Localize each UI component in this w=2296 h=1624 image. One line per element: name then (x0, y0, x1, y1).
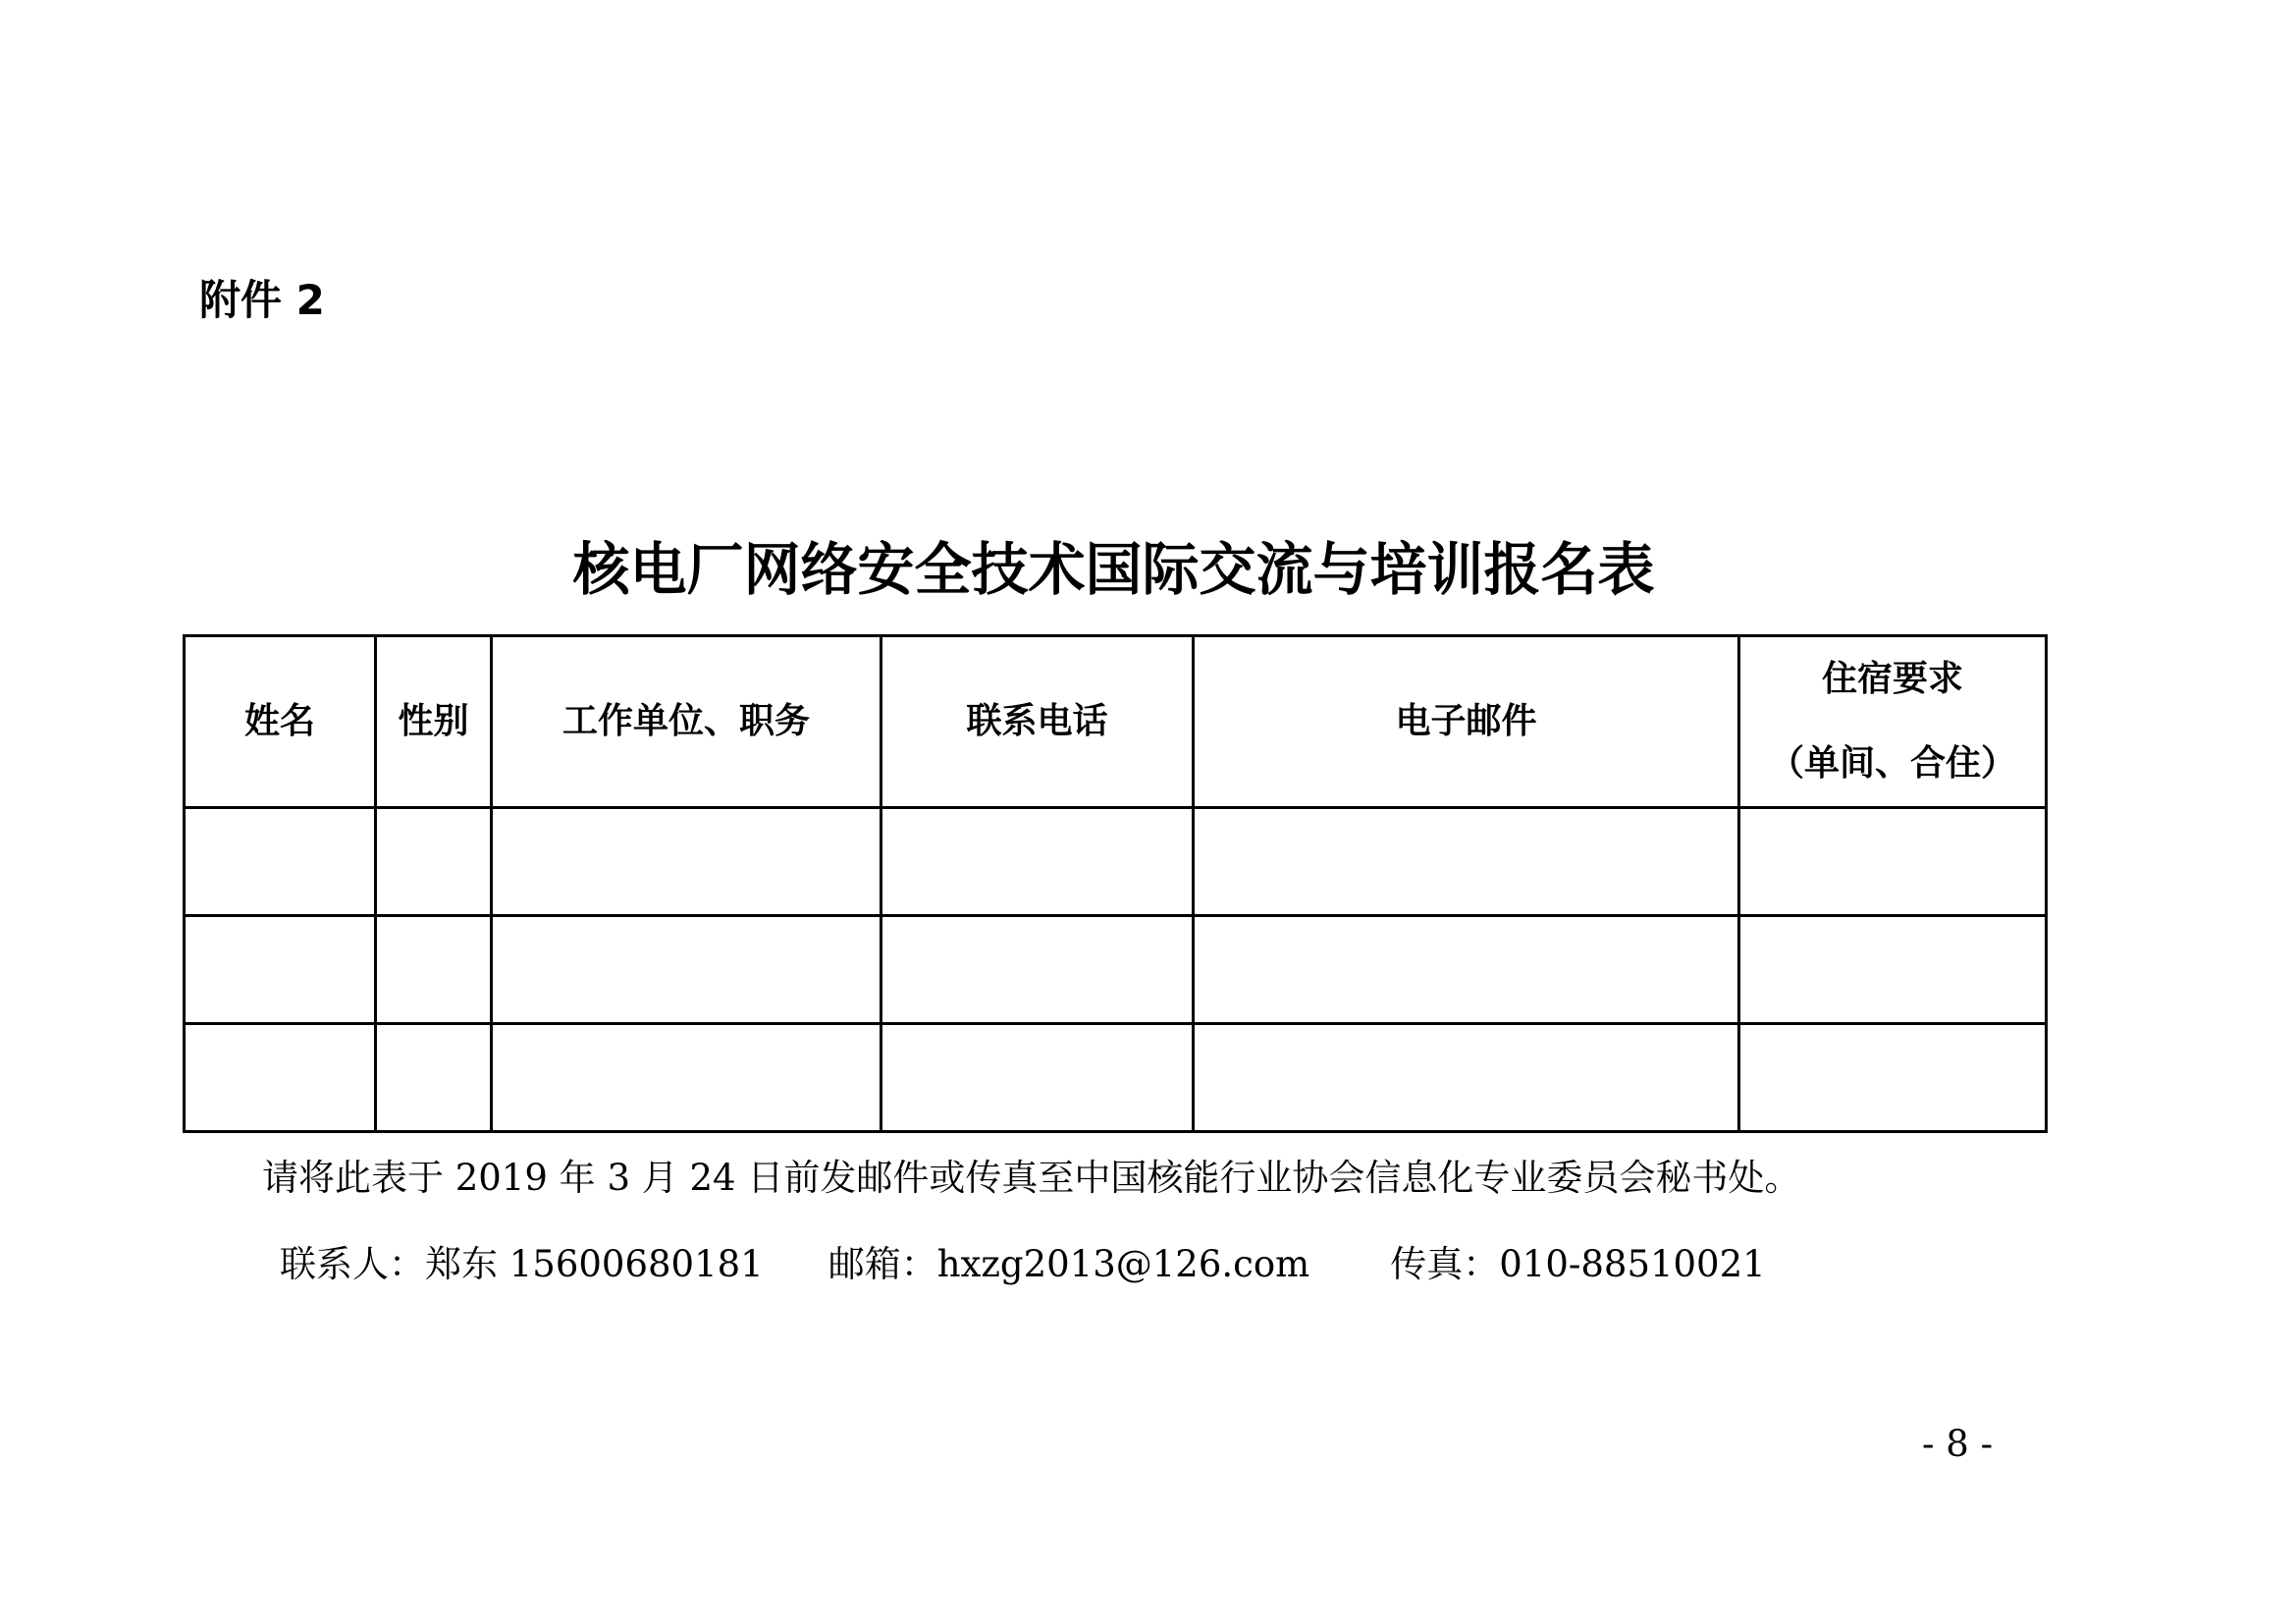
cell-accommodation (1739, 1024, 2047, 1132)
contact-person: 联系人：郑东 15600680181 (280, 1243, 764, 1285)
cell-work-unit (492, 1024, 881, 1132)
registration-table (183, 634, 2048, 1133)
cell-phone (881, 808, 1194, 916)
header-accommodation-line2: （单间、合住） (1768, 743, 2016, 784)
cell-gender (376, 1024, 492, 1132)
header-gender: 性别 (376, 636, 492, 808)
contact-email: 邮箱：hxzg2013@126.com (828, 1243, 1310, 1285)
table-row (185, 808, 2047, 916)
submission-note: 请将此表于 2019 年 3 月 24 日前发邮件或传真至中国核能行业协会信息化专业委员会秘书处。 (262, 1157, 1801, 1199)
header-email: 电子邮件 (1194, 636, 1739, 808)
cell-name (185, 808, 376, 916)
cell-work-unit (492, 916, 881, 1024)
cell-work-unit (492, 808, 881, 916)
table-header-row (185, 636, 2047, 808)
header-name: 姓名 (185, 636, 376, 808)
contact-fax: 传真：010-88510021 (1390, 1243, 1766, 1285)
cell-email (1194, 916, 1739, 1024)
header-accommodation-line1: 住宿要求 (1821, 659, 1963, 699)
contact-line (280, 1237, 1766, 1292)
header-phone: 联系电话 (881, 636, 1194, 808)
cell-name (185, 916, 376, 1024)
page-number: - 8 - (1922, 1423, 1994, 1465)
form-title: 核电厂网络安全技术国际交流与培训报名表 (572, 536, 1655, 603)
header-work-unit: 工作单位、职务 (492, 636, 881, 808)
table-row (185, 1024, 2047, 1132)
cell-phone (881, 916, 1194, 1024)
cell-accommodation (1739, 916, 2047, 1024)
cell-name (185, 1024, 376, 1132)
cell-gender (376, 916, 492, 1024)
cell-phone (881, 1024, 1194, 1132)
attachment-label: 附件 2 (199, 276, 325, 324)
cell-email (1194, 1024, 1739, 1132)
cell-gender (376, 808, 492, 916)
table-row (185, 916, 2047, 1024)
header-accommodation (1739, 636, 2047, 808)
cell-accommodation (1739, 808, 2047, 916)
cell-email (1194, 808, 1739, 916)
